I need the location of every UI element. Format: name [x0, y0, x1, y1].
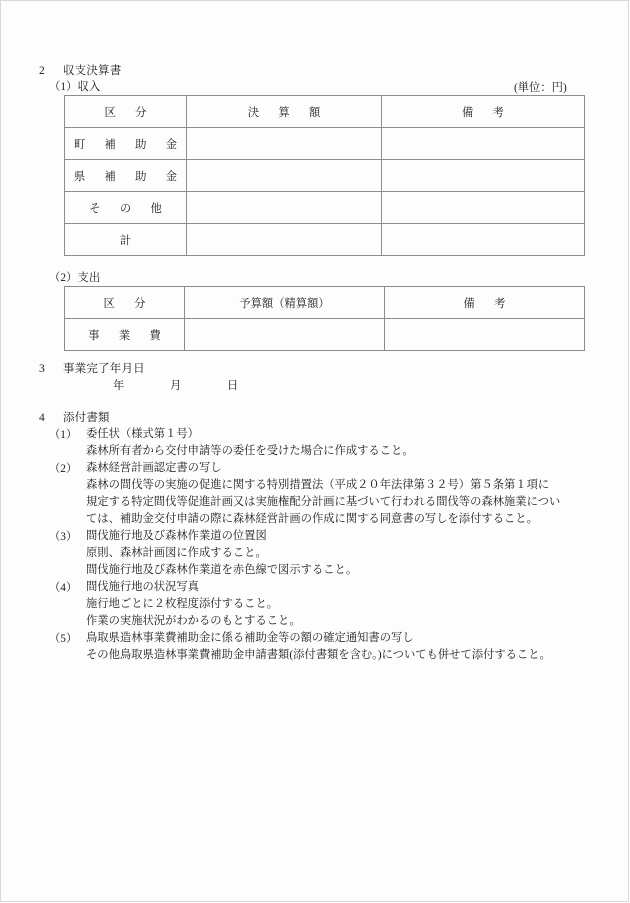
income-row-1-amount[interactable] — [187, 160, 382, 192]
section-2-heading — [39, 62, 121, 80]
section-4-title: 添付書類 — [62, 412, 110, 424]
income-row-1-category: 県 補 助 金 — [65, 160, 187, 192]
attachment-item-3-line-0: 原則、森林計画図に作成すること。 — [86, 547, 267, 559]
attachment-item-2-line-2: ては、補助金交付申請の際に森林経営計画の作成に関する同意書の写しを添付すること。 — [86, 513, 538, 525]
income-table — [64, 95, 585, 256]
attachment-item-2-number: （2） — [49, 463, 78, 475]
attachment-item-4-title: 間伐施行地の状況写真 — [86, 581, 199, 593]
income-row-2-category: そ の 他 — [65, 192, 187, 224]
income-header-remarks: 備 考 — [382, 96, 585, 128]
table-row — [65, 192, 585, 224]
income-subsection-label: （1）収入 — [49, 81, 101, 93]
attachment-item-3-line-1: 間伐施行地及び森林作業道を赤色線で図示すること。 — [86, 564, 358, 576]
table-row — [65, 160, 585, 192]
expense-row-0-amount[interactable] — [185, 319, 385, 351]
income-row-0-category: 町 補 助 金 — [65, 128, 187, 160]
income-row-0-remarks[interactable] — [382, 128, 585, 160]
section-4-heading — [39, 409, 110, 427]
section-3-number: 3 — [39, 363, 45, 375]
attachment-item-5-number: （5） — [49, 633, 78, 645]
unit-note: (単位：円) — [514, 82, 567, 94]
income-header-category: 区 分 — [65, 96, 187, 128]
table-row — [65, 224, 585, 256]
expense-subsection-label: （2）支出 — [49, 272, 101, 284]
table-row — [65, 128, 585, 160]
income-row-3-category: 計 — [65, 224, 187, 256]
attachment-item-4-number: （4） — [49, 582, 78, 594]
section-3-title: 事業完了年月日 — [62, 363, 145, 375]
section-4-number: 4 — [39, 412, 45, 424]
completion-date-line[interactable]: 年 月 日 — [113, 380, 239, 392]
income-row-0-amount[interactable] — [187, 128, 382, 160]
income-row-3-amount[interactable] — [187, 224, 382, 256]
table-header-row — [65, 287, 585, 319]
attachment-item-5-title: 鳥取県造林事業費補助金に係る補助金等の額の確定通知書の写し — [86, 632, 414, 644]
attachment-item-3-number: （3） — [49, 531, 78, 543]
attachment-item-1-number: （1） — [49, 429, 78, 441]
expense-header-category: 区 分 — [65, 287, 185, 319]
income-row-2-amount[interactable] — [187, 192, 382, 224]
section-2-title: 収支決算書 — [62, 65, 122, 77]
attachment-item-4-line-0: 施行地ごとに２枚程度添付すること。 — [86, 598, 279, 610]
income-row-1-remarks[interactable] — [382, 160, 585, 192]
income-row-2-remarks[interactable] — [382, 192, 585, 224]
attachment-item-1-title: 委任状（様式第１号） — [86, 428, 199, 440]
income-header-amount: 決 算 額 — [187, 96, 382, 128]
attachment-item-5-line-0: その他鳥取県造林事業費補助金申請書類(添付書類を含む。)についても併せて添付すること。 — [86, 649, 551, 661]
attachment-item-2-line-1: 規定する特定間伐等促進計画又は実施権配分計画に基づいて行われる間伐等の森林施業につい — [86, 496, 561, 508]
attachment-item-1-line-0: 森林所有者から交付申請等の委任を受けた場合に作成すること。 — [86, 445, 414, 457]
attachment-item-4-line-1: 作業の実施状況がわかるのもとすること。 — [86, 615, 301, 627]
section-2-number: 2 — [39, 65, 45, 77]
section-3-heading — [39, 360, 145, 378]
table-header-row — [65, 96, 585, 128]
expense-header-remarks: 備 考 — [385, 287, 585, 319]
attachment-item-2-line-0: 森林の間伐等の実施の促進に関する特別措置法（平成２０年法律第３２号）第５条第１項に — [86, 479, 550, 491]
expense-table — [64, 286, 585, 351]
table-row — [65, 319, 585, 351]
expense-header-amount: 予算額（精算額） — [185, 287, 385, 319]
income-row-3-remarks[interactable] — [382, 224, 585, 256]
expense-row-0-remarks[interactable] — [385, 319, 585, 351]
attachment-item-3-title: 間伐施行地及び森林作業道の位置図 — [86, 530, 267, 542]
attachment-item-2-title: 森林経営計画認定書の写し — [86, 462, 222, 474]
expense-row-0-category: 事 業 費 — [65, 319, 185, 351]
